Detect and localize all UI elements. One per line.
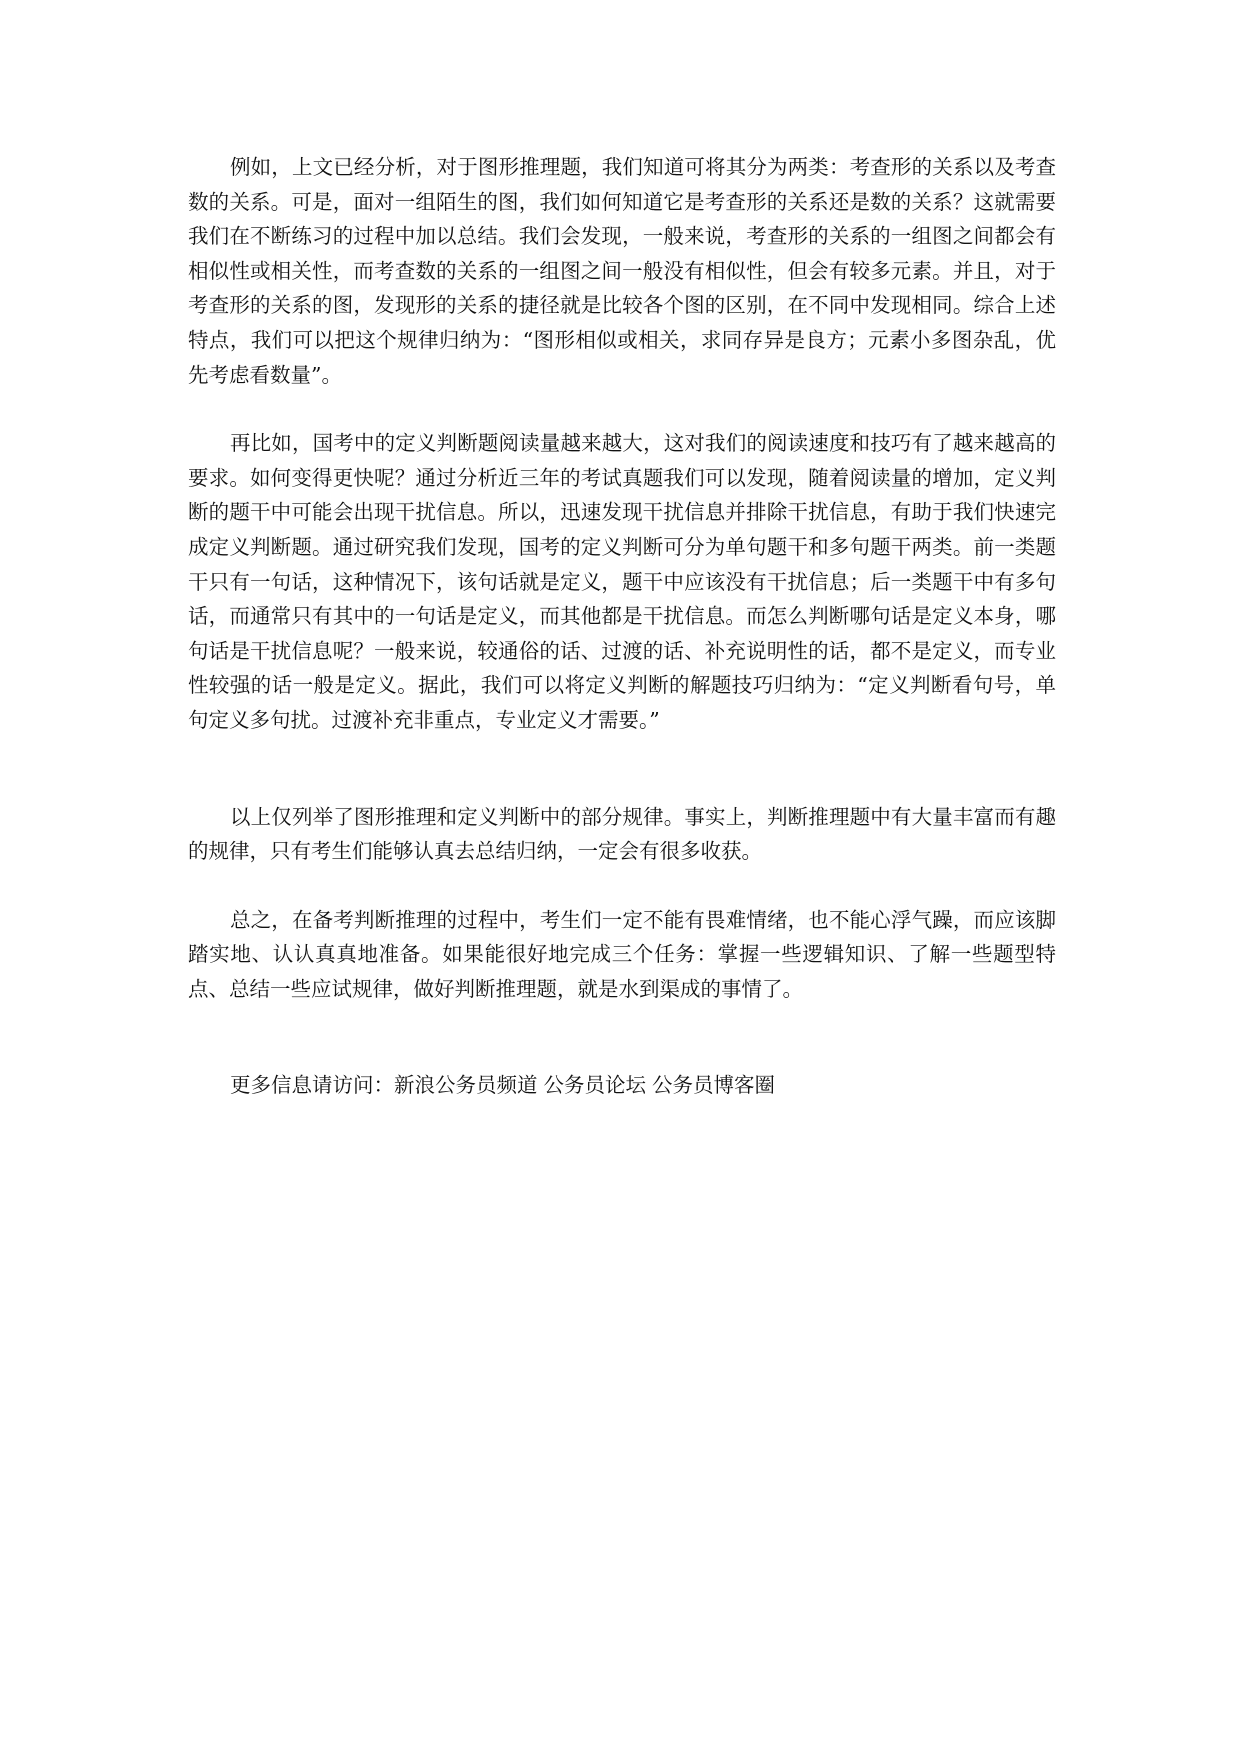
paragraph-graphic-reasoning: 例如，上文已经分析，对于图形推理题，我们知道可将其分为两类：考查形的关系以及考查数的关系。可是，面对一组陌生的图，我们如何知道它是考查形的关系还是数的关系？这就需要我们在不断练习的过程中加以总结。我们会发现，一般来说，考查形的关系的一组图之间都会有相似性或相关性，而考查数的关系的一组图之间一般没有相似性，但会有较多元素。并且，对于考查形的关系的图，发现形的关系的捷径就是比较各个图的区别，在不同中发现相同。综合上述特点，我们可以把这个规律归纳为：“图形相似或相关，求同存异是良方；元素小多图杂乱，优先考虑看数量”。 [188, 155, 1056, 387]
document-page [188, 150, 1056, 1103]
paragraph-conclusion: 总之，在备考判断推理的过程中，考生们一定不能有畏难情绪，也不能心浮气躁，而应该脚踏实地、认认真真地准备。如果能很好地完成三个任务：掌握一些逻辑知识、了解一些题型特点、总结一些应试规律，做好判断推理题，就是水到渠成的事情了。 [188, 907, 1056, 1001]
paragraph-spacer [188, 392, 1056, 426]
paragraph-definition-judgment: 再比如，国考中的定义判断题阅读量越来越大，这对我们的阅读速度和技巧有了越来越高的要求。如何变得更快呢？通过分析近三年的考试真题我们可以发现，随着阅读量的增加，定义判断的题干中可能会出现干扰信息。所以，迅速发现干扰信息并排除干扰信息，有助于我们快速完成定义判断题。通过研究我们发现，国考的定义判断可分为单句题干和多句题干两类。前一类题干只有一句话，这种情况下，该句话就是定义，题干中应该没有干扰信息；后一类题干中有多句话，而通常只有其中的一句话是定义，而其他都是干扰信息。而怎么判断哪句话是定义本身，哪句话是干扰信息呢？一般来说，较通俗的话、过渡的话、补充说明性的话，都不是定义，而专业性较强的话一般是定义。据此，我们可以将定义判断的解题技巧归纳为：“定义判断看句号，单句定义多句扰。过渡补充非重点，专业定义才需要。” [188, 431, 1056, 732]
paragraph-summary-rules: 以上仅列举了图形推理和定义判断中的部分规律。事实上，判断推理题中有大量丰富而有趣的规律，只有考生们能够认真去总结归纳，一定会有很多收获。 [188, 804, 1056, 864]
link-civil-servant-forum[interactable]: 公务员论坛 [543, 1073, 646, 1098]
more-info-prefix: 更多信息请访问： [230, 1073, 394, 1098]
link-civil-servant-blog-circle[interactable]: 公务员博客圈 [652, 1073, 775, 1098]
link-sina-civil-servant-channel[interactable]: 新浪公务员频道 [394, 1073, 538, 1098]
paragraph-spacer [188, 738, 1056, 800]
paragraph-spacer [188, 1006, 1056, 1068]
paragraph-spacer [188, 869, 1056, 903]
more-info-line [188, 1068, 1056, 1103]
